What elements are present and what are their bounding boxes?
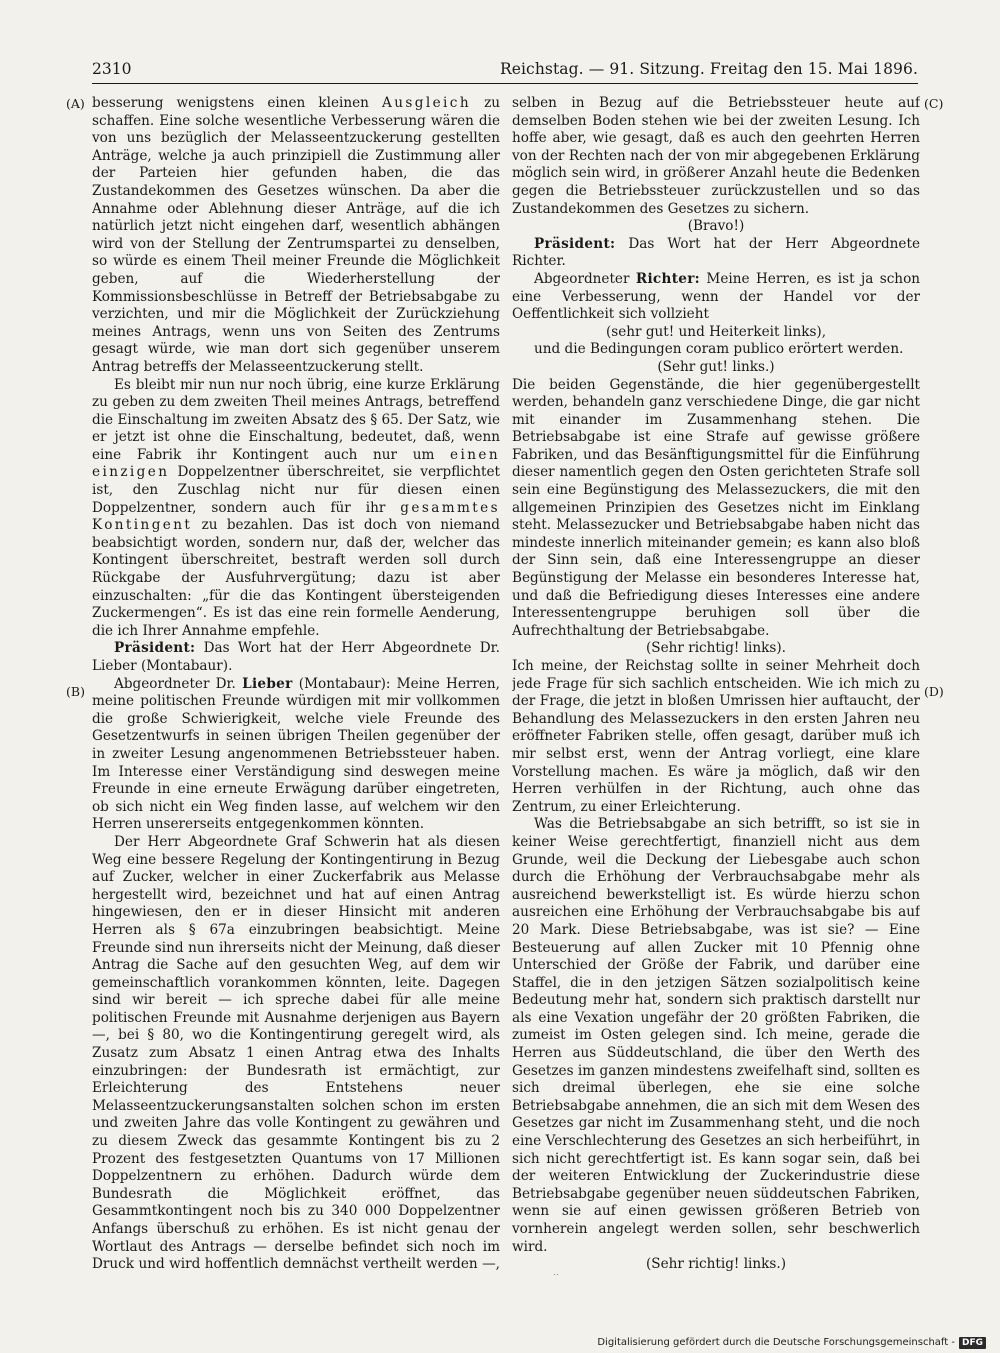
margin-mark-b: (B) — [66, 684, 85, 699]
right-column-paragraph: selben in Bezug auf die Betriebssteuer heute auf demselben Boden stehen wie bei der zweiten Lesung. Ich hoffe aber, wie gesagt, daß es auch den geehrten Herren von der Rechten nach der von mir abgegebenen Erklärung möglich sein wird, in größerer Anzahl heute die Bedenken gegen die Betriebssteuer zurückzustellen und so das Zustandekommen des Gesetzes zu sichern. — [512, 95, 920, 217]
left-column-paragraph: Präsident: Das Wort hat der Herr Abgeordnete Dr. Lieber (Montabaur). — [92, 640, 500, 674]
right-column-paragraph: Abgeordneter Richter: Meine Herren, es ist ja schon eine Verbesserung, wenn der Handel vor der Oeffentlichkeit sich vollzieht — [512, 270, 920, 323]
left-column-paragraph: Abgeordneter Dr. Lieber (Montabaur): Meine Herren, meine politischen Freunde würdigen mit mir vollkommen die große Schwierigkeit, welche viele Freunde des Gesetzentwurfs in seinen übrigen Theilen gegenüber der in zweiter Lesung angenommenen Betriebssteuer haben. Im Interesse einer Verständigung sind deswegen meine Freunde in eine erneute Erwägung darüber eingetreten, ob sich nicht ein Weg finden lasse, auf welchem wir den Herren unsererseits entgegenkommen könnten. — [92, 675, 500, 833]
right-column-paragraph: Die beiden Gegenstände, die hier gegenübergestellt werden, behandeln ganz verschiedene Dinge, die gar nicht mit einander im Zusammenhang stehen. Die Betriebsabgabe ist eine Strafe auf gewisse größere Fabriken, und das Besänftigungsmittel für die Einführung dieser namentlich gegen den Osten gerichteten Strafe soll sein eine Begünstigung des Melassezuckers, die mit den allgemeinen Prinzipien des Gesetzes nicht im Einklang steht. Melassezucker und Betriebsabgabe haben nicht das mindeste innerlich miteinander gemein; es kann also bloß der Sinn sein, daß eine Interessengruppe an dieser Begünstigung der Melasse ein besonderes Interesse hat, und daß die Befriedigung dieses Interesses eine andere Interessentengruppe beruhigen soll über die Aufrechthaltung der Betriebsabgabe. — [512, 376, 920, 639]
left-column-paragraph: Es bleibt mir nun nur noch übrig, eine kurze Erklärung zu geben zu dem zweiten Theil meines Antrags, betreffend die Einschaltung im zweiten Absatz des § 65. Der Satz, wie er jetzt ist ohne die Einschaltung, bedeutet, daß, wenn eine Fabrik ihr Kontingent auch nur um einen einzigen Doppelzentner überschreitet, sie verpflichtet ist, den Zuschlag nicht nur für diesen einen Doppelzentner, sondern auch für ihr gesammtes Kontingent zu bezahlen. Das ist doch von niemand beabsichtigt worden, sondern nur, daß der, welcher das Kontingent überschreitet, bestraft werden soll durch Rückgabe der Ausfuhrvergütung; dazu ist aber einzuschalten: „für die das Kontingent übersteigenden Zuckermengen“. Es ist das eine rein formelle Aenderung, die ich Ihrer Annahme empfehle. — [92, 376, 500, 639]
right-column-paragraph: (Sehr richtig! links.) — [645, 1256, 787, 1273]
left-column — [92, 95, 500, 1275]
margin-mark-c: (C) — [924, 96, 944, 111]
page-number: 2310 — [92, 60, 132, 78]
right-column-paragraph: (Sehr richtig! links). — [645, 640, 787, 657]
right-column-paragraph: und die Bedingungen coram publico erörtert werden. — [534, 341, 904, 358]
dfg-logo: DFG — [959, 1337, 986, 1349]
right-column-paragraph: Präsident: Das Wort hat der Herr Abgeordnete Richter. — [512, 235, 920, 270]
right-column-paragraph: (Sehr gut! links.) — [657, 358, 775, 375]
running-title: Reichstag. — 91. Sitzung. Freitag den 15. Mai 1896. — [499, 60, 918, 78]
footer-credit — [597, 1335, 986, 1351]
right-column-paragraph: (Bravo!) — [687, 218, 745, 235]
header-rule — [92, 83, 918, 84]
right-column-paragraph: (sehr gut! und Heiterkeit links), — [605, 323, 827, 340]
footer-text: Digitalisierung gefördert durch die Deutsche Forschungsgemeinschaft - — [597, 1337, 955, 1348]
left-column-paragraph: Der Herr Abgeordnete Graf Schwerin hat als diesen Weg eine bessere Regelung der Kontingentirung in Bezug auf Zucker, welcher in einer Zuckerfabrik aus Melasse hergestellt wird, bezeichnet und hat auf einen Antrag hingewiesen, den er in dieser Hinsicht mit anderen Herren als § 67a einzubringen beabsichtigt. Meine Freunde sind nun ihrerseits nicht der Meinung, daß dieser Antrag die Sache auf den gesuchten Weg, auf dem wir gemeinschaftlich vorankommen könnten, leite. Dagegen sind wir bereit — ich spreche dabei für alle meine politischen Freunde mit Ausnahme derjenigen aus Bayern —, bei § 80, wo die Kontingentirung geregelt wird, als Zusatz zum Absatz 1 einen Antrag etwa des Inhalts einzubringen: der Bundesrath ist ermächtigt, zur Erleichterung des Entstehens neuer Melasseentzuckerungsanstalten solchen schon im ersten und zweiten Jahre das volle Kontingent zu gewähren und zu diesem Zweck das gesammte Kontingent bis zu 2 Prozent des festgesetzten Quantums von 17 Millionen Doppelzentnern zu erhöhen. Dadurch würde dem Bundesrath die Möglichkeit eröffnet, das Gesammtkontingent noch bis zu 340 000 Doppelzentner Anfangs überschuß zu erhöhen. Es ist nicht genau der Wortlaut des Antrags — derselbe befindet sich noch im Druck und wird hoffentlich demnächst vertheilt werden —, — [92, 833, 500, 1273]
right-column — [512, 95, 920, 1275]
margin-mark-a: (A) — [66, 96, 85, 111]
right-column-paragraph: Ich meine, der Reichstag sollte in seiner Mehrheit doch jede Frage für sich sachlich entscheiden. Wie ich mich zu der Frage, die jetzt in bloßen Umrissen hier auftaucht, der Behandlung des Melassezuckers in den ersten Jahren neu eröffneter Fabriken stelle, offen gesagt, darüber muß ich mir selbst erst, wenn der Antrag vorliegt, eine klare Vorstellung machen. Es wäre ja möglich, daß wir den Herren verhülfen in der Richtung, auch ohne das Zentrum, zu einer Erleichterung. — [512, 658, 920, 815]
right-column-paragraph — [512, 1274, 920, 1275]
left-column-paragraph: besserung wenigstens einen kleinen Ausgleich zu schaffen. Eine solche wesentliche Verbesserung wären die von uns bezüglich der Melasseentzuckerung gestellten Anträge, welche ja auch prinzipiell die Zustimmung aller der Parteien hier gefunden haben, die das Zustandekommen des Gesetzes wünschen. Da aber die Annahme oder Ablehnung dieser Anträge, auf die ich natürlich jetzt nicht eingehen darf, wesentlich abhängen wird von der Stellung der Zentrumspartei zu denselben, so würde es einem Theil meiner Freunde die Möglichkeit geben, auf die Wiederherstellung der Kommissionsbeschlüsse in Betreff der Betriebsabgabe zu verzichten, und mir die Möglichkeit der Zurückziehung meines Antrags, wenn uns von Seiten des Zentrums gesagt würde, wie man dort sich gegenüber unserem Antrag betreffs der Melasseentzuckerung stellt. — [92, 95, 500, 375]
page-header — [92, 58, 918, 80]
right-column-paragraph: Was die Betriebsabgabe an sich betrifft, so ist sie in keiner Weise gerechtfertigt, finanziell nicht aus dem Grunde, weil die Deckung der Liebesgabe auch schon durch die Erhöhung der Verbrauchsabgabe mehr als ausreichend bewerkstelligt ist. Es würde hierzu schon ausreichen eine Erhöhung der Verbrauchsabgabe bis auf 20 Mark. Diese Betriebsabgabe, was ist sie? — Eine Besteuerung auf allen Zucker mit 10 Pfennig ohne Unterschied der Größe der Fabrik, und darüber eine Staffel, die in den jetzigen Sätzen sozialpolitisch keine Bedeutung mehr hat, sondern sich praktisch darstellt nur als eine Vexation ungefähr der 20 größten Fabriken, die zumeist im Osten gelegen sind. Ich meine, gerade die Herren aus Süddeutschland, die über den Werth des Gesetzes im ganzen mindestens zweifelhaft sind, sollten es sich dreimal überlegen, ehe sie eine solche Betriebsabgabe annehmen, die an sich mit dem Wesen des Gesetzes gar nicht im Zusammenhang steht, und die noch eine Verschlechterung des Gesetzes an sich herbeiführt, in sich nicht gerechtfertigt ist. Es kann sogar sein, daß bei der weiteren Entwicklung der Zuckerindustrie diese Betriebsabgabe gegenüber neuen süddeutschen Fabriken, wenn sie auf einen gewissen größeren Betrieb von vornherein angelegt werden sollen, sehr beschwerlich wird. — [512, 816, 920, 1255]
margin-mark-d: (D) — [924, 684, 944, 699]
